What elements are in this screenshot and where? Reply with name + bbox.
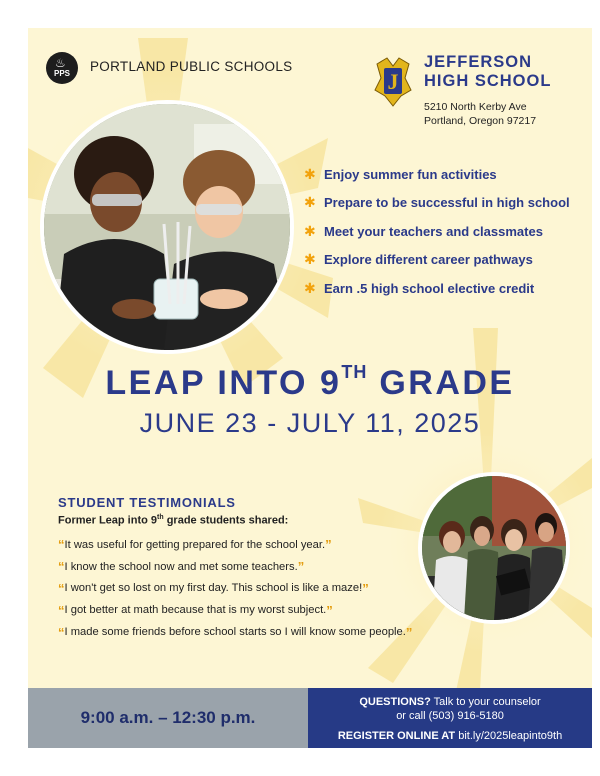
testimonial-quotes xyxy=(58,534,458,643)
school-name-line2: HIGH SCHOOL xyxy=(424,72,552,90)
school-name-line1: JEFFERSON xyxy=(424,53,533,71)
open-quote-icon: “ xyxy=(58,624,65,640)
quote-text: I won't get so lost on my first day. This school is like a maze! xyxy=(64,582,363,595)
list-item-text: Earn .5 high school elective credit xyxy=(324,280,535,296)
quote-text: It was useful for getting prepared for the school year. xyxy=(64,538,326,551)
star-icon: ✱ xyxy=(304,222,316,239)
testimonial-quote xyxy=(58,534,458,556)
close-quote-icon: ” xyxy=(325,537,332,553)
jefferson-crest-logo xyxy=(373,56,413,108)
school-name xyxy=(424,53,551,91)
questions-info xyxy=(308,695,592,723)
list-item xyxy=(304,189,592,218)
time-band xyxy=(28,688,308,748)
address-line2: Portland, Oregon 97217 xyxy=(424,115,537,127)
questions-text: Talk to your counselor xyxy=(430,696,541,708)
list-item-text: Enjoy summer fun activities xyxy=(324,166,497,182)
list-item-text: Explore different career pathways xyxy=(324,252,533,268)
close-quote-icon: ” xyxy=(405,624,413,640)
list-item-text: Prepare to be successful in high school xyxy=(324,195,570,211)
register-info xyxy=(308,730,592,742)
intro-text: Former Leap into 9 xyxy=(58,514,158,527)
questions-label: QUESTIONS? xyxy=(359,696,431,708)
quote-text: I made some friends before school starts so I will know some people. xyxy=(64,626,406,639)
open-quote-icon: “ xyxy=(58,580,65,596)
students-group-photo xyxy=(418,472,570,624)
quote-text: I got better at math because that is my worst subject. xyxy=(64,604,327,617)
open-quote-icon: “ xyxy=(58,559,65,575)
students-lab-photo xyxy=(40,100,294,354)
testimonial-quote xyxy=(58,621,458,643)
star-icon: ✱ xyxy=(304,194,316,211)
intro-superscript: th xyxy=(157,514,164,521)
list-item-text: Meet your teachers and classmates xyxy=(324,223,543,239)
pps-logo xyxy=(46,52,78,84)
pps-logo-text: PPS xyxy=(53,69,70,78)
district-name: PORTLAND PUBLIC SCHOOLS xyxy=(90,59,293,74)
testimonials-intro xyxy=(58,514,288,527)
phone-text: or call (503) 916-5180 xyxy=(396,710,504,722)
list-item xyxy=(304,160,592,189)
intro-text: grade students shared: xyxy=(163,514,289,527)
program-dates: JUNE 23 - JULY 11, 2025 xyxy=(139,408,481,438)
list-item xyxy=(304,246,592,275)
benefits-list xyxy=(304,160,592,303)
flyer-page xyxy=(28,28,592,748)
testimonials-heading: STUDENT TESTIMONIALS xyxy=(58,495,236,510)
list-item xyxy=(304,217,592,246)
list-item xyxy=(304,274,592,303)
open-quote-icon: “ xyxy=(58,602,65,618)
register-label: REGISTER ONLINE AT xyxy=(337,730,456,742)
contact-band xyxy=(308,688,592,748)
program-time: 9:00 a.m. – 12:30 p.m. xyxy=(80,708,256,727)
flame-icon: ♨ xyxy=(55,56,66,70)
star-icon: ✱ xyxy=(304,251,316,268)
testimonial-quote xyxy=(58,578,458,600)
star-icon: ✱ xyxy=(304,165,316,182)
close-quote-icon: ” xyxy=(362,580,369,596)
title-part: GRADE xyxy=(379,364,515,402)
program-title xyxy=(28,361,592,403)
testimonial-quote xyxy=(58,599,458,621)
star-icon: ✱ xyxy=(304,279,316,296)
crest-letter: J xyxy=(387,69,399,94)
open-quote-icon: “ xyxy=(58,537,65,553)
close-quote-icon: ” xyxy=(297,559,305,575)
quote-text: I know the school now and met some teachers. xyxy=(64,560,298,573)
title-superscript: TH xyxy=(341,361,368,382)
school-address xyxy=(424,100,536,128)
close-quote-icon: ” xyxy=(326,602,333,618)
register-link[interactable]: bit.ly/2025leapinto9th xyxy=(455,730,563,742)
title-part: LEAP INTO 9 xyxy=(105,364,342,402)
testimonial-quote xyxy=(58,556,458,578)
address-line1: 5210 North Kerby Ave xyxy=(424,101,527,113)
